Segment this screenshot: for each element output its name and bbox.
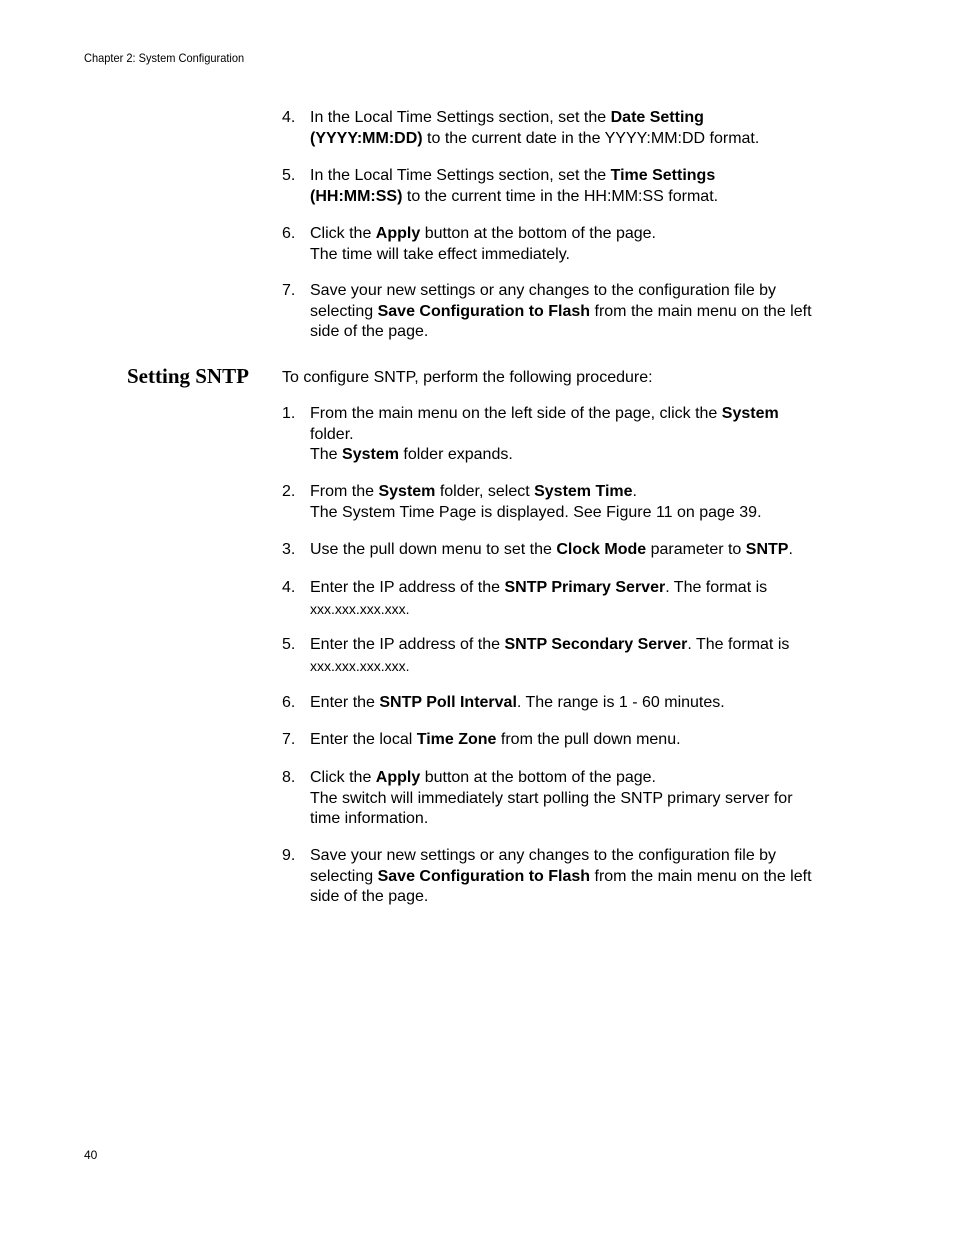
step-line [310,693,852,714]
step-line [310,540,852,561]
bold-term: System [342,446,399,463]
text-run: folder, select [435,483,535,500]
text-run: . The format is [665,579,768,596]
list-item [282,768,852,830]
text-run: selecting [310,867,378,885]
text-run: Enter the local [310,731,417,748]
step-line [310,635,852,656]
step-text [310,482,852,523]
step-number: 9. [282,847,296,864]
list-item [282,108,852,149]
bold-term: Clock Mode [556,541,647,558]
section-intro: To configure SNTP, perform the following procedure: [282,369,653,386]
bold-term: SNTP [745,541,789,558]
step-text [310,730,852,751]
step-line [310,245,852,266]
bold-term: (YYYY:MM:DD) [310,129,423,147]
section-heading: Setting SNTP [127,364,249,388]
step-line [310,599,852,620]
step-line [310,789,852,810]
text-run: . [632,483,637,500]
text-run: The switch will immediately start polling the SNTP primary server for [310,789,793,807]
step-line [310,187,852,208]
text-run: Enter the [310,694,380,711]
text-run: button at the bottom of the page. [420,769,656,786]
list-item [282,224,852,265]
text-run: Save your new settings or any changes to the configuration file by [310,282,777,299]
text-run: folder. [310,425,354,443]
text-run: from the main menu on the left [590,867,812,885]
text-run: Use the pull down menu to set the [310,541,557,558]
text-run: to the current date in the YYYY:MM:DD format. [422,129,760,147]
text-run: xxx.xxx.xxx.xxx. [310,600,410,617]
step-line [310,887,852,908]
text-run: xxx.xxx.xxx.xxx. [310,657,410,674]
bold-term: System [721,405,779,422]
step-line [310,867,852,888]
text-run: time information. [310,810,429,827]
step-text [310,693,852,714]
text-run: The time will take effect immediately. [310,245,570,263]
text-run: Click the [310,225,376,242]
list-item [282,404,852,466]
bold-term: System Time [534,483,633,500]
text-run: In the Local Time Settings section, set the [310,167,611,184]
step-number: 5. [282,636,296,653]
step-line [310,503,852,524]
list-item [282,578,852,619]
step-number: 7. [282,731,296,748]
step-line [310,846,852,867]
text-run: The [310,446,343,463]
step-text [310,635,852,676]
bold-term: Time Settings [610,167,716,184]
text-run: From the [310,483,379,500]
list-item [282,281,852,343]
bold-term: (HH:MM:SS) [310,187,403,205]
text-run: Enter the IP address of the [310,579,505,596]
text-run: In the Local Time Settings section, set the [310,109,611,126]
step-line [310,404,852,425]
text-run: Enter the IP address of the [310,636,505,653]
list-item [282,693,852,714]
text-run: from the pull down menu. [496,731,681,748]
text-run: The System Time Page is displayed. See Figure 11 on page 39. [310,503,762,521]
list-item [282,540,852,561]
step-number: 6. [282,225,296,242]
step-text [310,540,852,561]
list-item [282,635,852,676]
bold-term: Date Setting [610,109,704,126]
text-run: From the main menu on the left side of the page, click the [310,405,722,422]
step-number: 2. [282,483,296,500]
step-line [310,656,852,677]
step-line [310,578,852,599]
bold-term: SNTP Secondary Server [504,636,688,653]
step-line [310,129,852,150]
text-run: to the current time in the HH:MM:SS format. [402,187,719,205]
text-run: folder expands. [398,446,513,463]
step-number: 7. [282,282,296,299]
list-item [282,482,852,523]
step-text [310,281,852,343]
list-item [282,730,852,751]
text-run: Click the [310,769,376,786]
text-run: from the main menu on the left [590,302,812,320]
text-run: . The format is [687,636,790,653]
step-line [310,281,852,302]
bold-term: Save Configuration to Flash [377,867,591,885]
step-line [310,425,852,446]
step-text [310,846,852,908]
step-number: 8. [282,769,296,786]
text-run: . [788,541,793,558]
text-run: . The range is 1 - 60 minutes. [516,694,725,711]
step-number: 6. [282,694,296,711]
step-line [310,166,852,187]
text-run: side of the page. [310,888,429,905]
bold-term: SNTP Poll Interval [379,694,517,711]
bold-term: Apply [375,225,421,242]
step-number: 4. [282,579,296,596]
text-run: Save your new settings or any changes to the configuration file by [310,847,777,864]
step-number: 1. [282,405,296,422]
text-run: side of the page. [310,323,429,340]
step-number: 3. [282,541,296,558]
text-run: button at the bottom of the page. [420,225,656,242]
step-text [310,224,852,265]
step-text [310,768,852,830]
text-run: selecting [310,302,378,320]
step-line [310,482,852,503]
step-text [310,578,852,619]
text-run: parameter to [646,541,746,558]
step-text [310,108,852,149]
step-number: 5. [282,167,296,184]
step-text [310,166,852,207]
list-item [282,846,852,908]
page-number: 40 [84,1148,98,1162]
bold-term: Time Zone [416,731,497,748]
step-number: 4. [282,109,296,126]
step-line [310,445,852,466]
step-line [310,224,852,245]
bold-term: Save Configuration to Flash [377,302,591,320]
bold-term: System [378,483,436,500]
bold-term: Apply [375,769,421,786]
list-item [282,166,852,207]
step-line [310,302,852,323]
step-line [310,768,852,789]
step-line [310,322,852,343]
bold-term: SNTP Primary Server [504,579,666,596]
running-header: Chapter 2: System Configuration [84,51,245,65]
step-line [310,730,852,751]
step-line [310,809,852,830]
step-line [310,108,852,129]
step-text [310,404,852,466]
